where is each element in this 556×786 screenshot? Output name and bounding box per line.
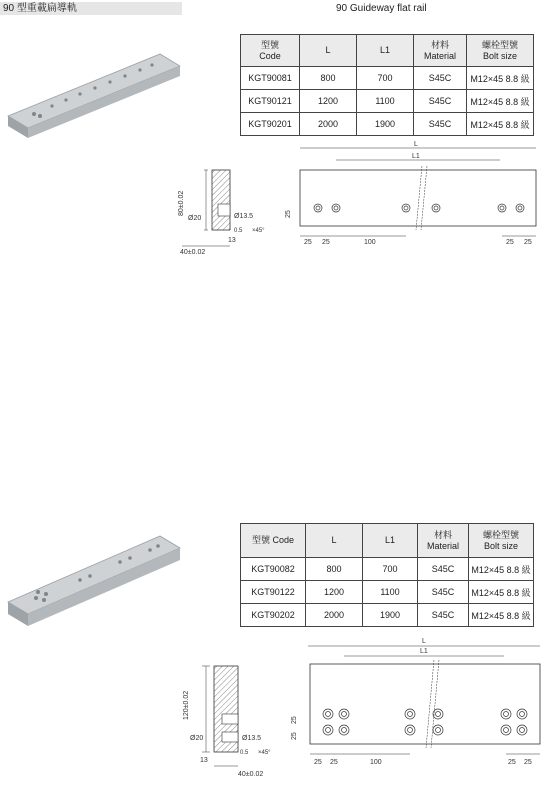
section-title-chinese: 90 型重載扁導軌 bbox=[0, 2, 182, 15]
edge-25-vertical-label: 25 bbox=[285, 210, 292, 218]
cross-section-drawing-1 bbox=[168, 160, 288, 260]
table-row: KGT90121 1200 1100 S45C M12×45 8.8 級 bbox=[241, 90, 534, 113]
dim-25-left-2: 25 bbox=[330, 759, 338, 766]
table-row: KGT90122 1200 1100 S45C M12×45 8.8 級 bbox=[241, 581, 534, 604]
cross-section-drawing-2 bbox=[168, 658, 288, 782]
table-header-row bbox=[241, 35, 534, 67]
col-code-header: 型號 Code bbox=[241, 35, 300, 67]
table-row: KGT90202 2000 1900 S45C M12×45 8.8 級 bbox=[241, 604, 534, 627]
dim-25-right-2: 25 bbox=[524, 239, 532, 246]
col-l-header: L bbox=[306, 524, 363, 558]
top-view-drawing-2 bbox=[288, 632, 544, 782]
length-l1-label: L1 bbox=[420, 648, 428, 655]
dim-25-left-1: 25 bbox=[314, 759, 322, 766]
dim-100-label: 100 bbox=[364, 239, 376, 246]
depth-dimension-label: 13 bbox=[228, 237, 236, 244]
section-title-english: 90 Guideway flat rail bbox=[336, 3, 427, 14]
edge-25-vertical-label-2: 25 bbox=[291, 716, 298, 724]
spec-table-1 bbox=[240, 34, 534, 136]
counterbore-dimension-label: Ø20 bbox=[188, 215, 202, 222]
spec-table-2 bbox=[240, 523, 534, 627]
depth-dimension-label: 13 bbox=[200, 757, 208, 764]
table-row: KGT90201 2000 1900 S45C M12×45 8.8 級 bbox=[241, 113, 534, 136]
height-dimension-label: 80±0.02 bbox=[178, 190, 185, 216]
top-view-drawing-1 bbox=[285, 140, 544, 252]
table-header-row bbox=[241, 524, 534, 558]
col-l1-header: L1 bbox=[363, 524, 418, 558]
dim-25-right-1: 25 bbox=[506, 239, 514, 246]
hole-dimension-label: Ø13.5 bbox=[242, 735, 262, 742]
table-row: KGT90081 800 700 S45C M12×45 8.8 級 bbox=[241, 67, 534, 90]
rail-product-image-2 bbox=[0, 516, 200, 626]
chamfer-angle-label: ×45° bbox=[258, 750, 271, 756]
length-l1-label: L1 bbox=[412, 153, 420, 160]
col-bolt-header: 螺栓型號 Bolt size bbox=[467, 35, 534, 67]
col-l1-header: L1 bbox=[357, 35, 414, 67]
col-l-header: L bbox=[300, 35, 357, 67]
chamfer-dimension-label: 0.5 bbox=[240, 750, 249, 756]
col-code-header: 型號 Code bbox=[241, 524, 306, 558]
edge-25-vertical-label-1: 25 bbox=[291, 732, 298, 740]
dim-100-label: 100 bbox=[370, 759, 382, 766]
dim-25-right-1: 25 bbox=[508, 759, 516, 766]
dim-25-left-1: 25 bbox=[304, 239, 312, 246]
table-row: KGT90082 800 700 S45C M12×45 8.8 級 bbox=[241, 558, 534, 581]
length-l-label: L bbox=[414, 141, 418, 148]
dim-25-right-2: 25 bbox=[524, 759, 532, 766]
width-dimension-label: 40±0.02 bbox=[180, 249, 206, 256]
dim-25-left-2: 25 bbox=[322, 239, 330, 246]
height-dimension-label: 120±0.02 bbox=[183, 690, 190, 720]
chamfer-dimension-label: 0.5 bbox=[234, 228, 243, 234]
col-bolt-header: 螺栓型號 Bolt size bbox=[469, 524, 534, 558]
rail-product-image-1 bbox=[0, 28, 200, 138]
counterbore-dimension-label: Ø20 bbox=[190, 735, 204, 742]
col-material-header: 材料 Material bbox=[418, 524, 469, 558]
hole-dimension-label: Ø13.5 bbox=[234, 213, 254, 220]
width-dimension-label: 40±0.02 bbox=[238, 771, 264, 778]
col-material-header: 材料 Material bbox=[414, 35, 467, 67]
chamfer-angle-label: ×45° bbox=[252, 228, 265, 234]
length-l-label: L bbox=[422, 638, 426, 645]
